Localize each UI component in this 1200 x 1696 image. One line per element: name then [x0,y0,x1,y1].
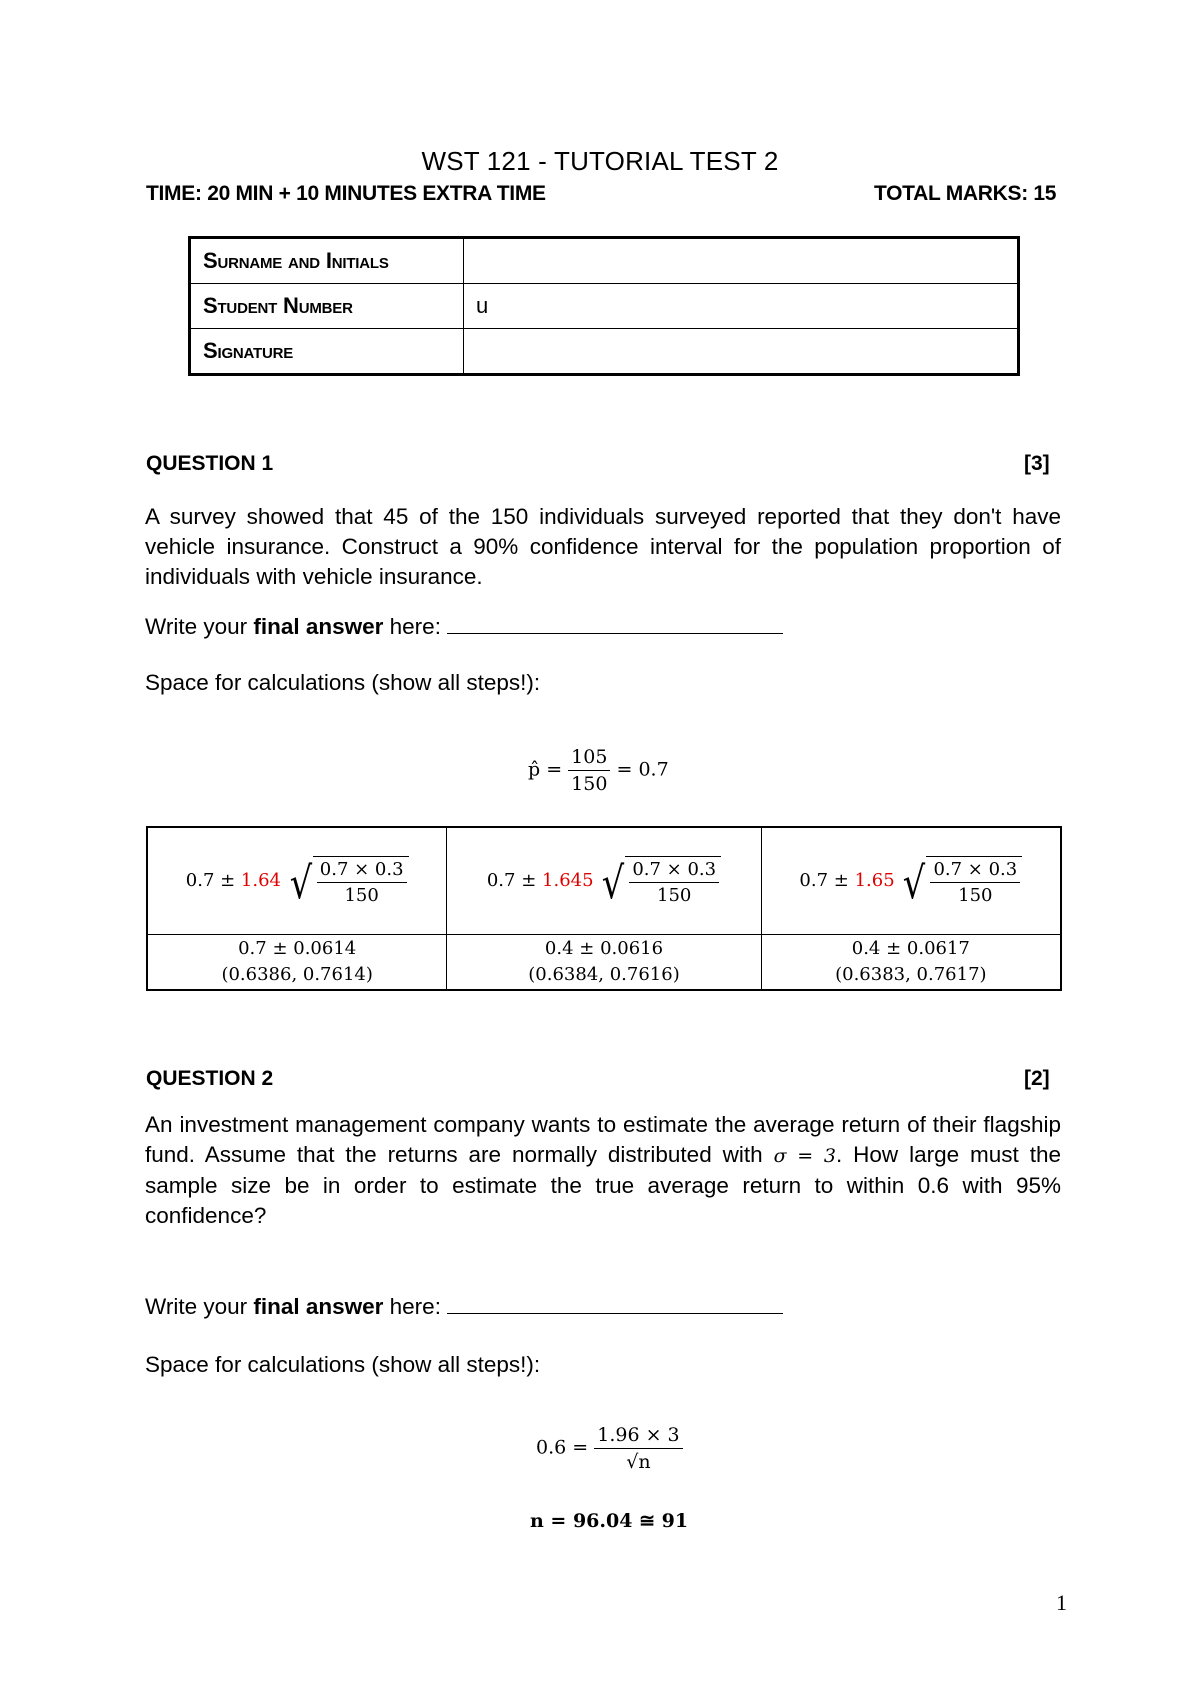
question-2-text [145,1110,1061,1231]
root-numerator: 0.7 × 0.3 [629,859,719,883]
question-1-answer-prompt [145,612,1061,642]
eq1-fraction [594,1424,682,1473]
ci-formula-cell [147,827,447,935]
test-title: WST 121 - TUTORIAL TEST 2 [421,146,779,176]
phat-fraction [568,746,610,795]
answer-prefix: Write your [145,1294,254,1319]
confidence-interval-table [146,826,1062,991]
question-1-answer-line[interactable] [447,613,783,634]
question-1-calc-label: Space for calculations (show all steps!): [145,670,541,695]
z-value: 1.65 [854,870,895,891]
sigma-value: σ = 3 [773,1145,836,1167]
answer-prefix: Write your [145,614,254,639]
question-2-answer-line[interactable] [447,1293,783,1314]
question-2-heading: QUESTION 2 [146,1067,274,1090]
root-numerator: 0.7 × 0.3 [930,859,1020,883]
ci-result-cell [761,935,1061,991]
sqrt-expression [900,856,1022,909]
ci-result: 0.4 ± 0.0616 [544,938,664,959]
z-value: 1.64 [240,870,281,891]
question-1-heading: QUESTION 1 [146,452,274,475]
ci-interval: (0.6383, 0.7617) [835,964,987,985]
answer-suffix: here: [383,614,441,639]
ci-base: 0.7 ± [185,870,241,891]
eq1-lhs: 0.6 = [536,1436,589,1459]
eq1-denominator: √n [626,1451,651,1473]
sqrt-expression [287,856,409,909]
ci-formula-cell [761,827,1061,935]
student-details-table [188,236,1020,376]
surname-field[interactable] [464,238,1019,284]
answer-bold: final answer [253,614,384,639]
signature-field[interactable] [464,329,1019,375]
sample-size-equation [536,1424,683,1473]
root-denominator: 150 [344,885,379,906]
student-number-label: Student Number [190,284,464,329]
ci-result-cell [147,935,447,991]
sqrt-expression [599,856,721,909]
answer-suffix: here: [383,1294,441,1319]
question-1-text: A survey showed that 45 of the 150 individuals surveyed reported that they don't have vehicle insurance. Construct a 90% confidence interval for the population proportion of individuals with vehicle insurance. [145,504,1061,589]
total-marks: TOTAL MARKS: 15 [874,182,1057,205]
sqrt-icon: √ [289,858,312,909]
answer-bold: final answer [253,1294,384,1319]
time-limit: TIME: 20 MIN + 10 MINUTES EXTRA TIME [146,182,546,205]
ci-formula-cell [447,827,761,935]
question-2-calc-label: Space for calculations (show all steps!): [145,1352,541,1377]
question-2-marks: [2] [1024,1067,1050,1090]
ci-interval: (0.6384, 0.7616) [528,964,680,985]
ci-base: 0.7 ± [486,870,543,891]
ci-interval: (0.6386, 0.7614) [221,964,373,985]
phat-lhs: p̂ = [528,758,563,781]
ci-result-cell [447,935,761,991]
sqrt-icon: √ [602,858,625,909]
page-number: 1 [1056,1590,1067,1615]
surname-label: Surname and Initials [190,238,464,284]
ci-base: 0.7 ± [799,870,855,891]
phat-equation [528,746,669,795]
sample-size-result: n = 96.04 ≅ 91 [530,1510,689,1532]
root-denominator: 150 [958,885,993,906]
ci-result: 0.7 ± 0.0614 [238,938,357,959]
z-value: 1.645 [542,870,594,891]
question-1-marks: [3] [1024,452,1050,475]
sqrt-icon: √ [903,858,926,909]
question-2-answer-prompt [145,1292,1061,1322]
root-numerator: 0.7 × 0.3 [317,859,407,883]
question-2-text-part2: . How large must the sample size be in order to estimate the true average return to within 0.6 with 95% confidence? [145,1142,1061,1228]
phat-numerator: 105 [568,746,610,771]
signature-label: Signature [190,329,464,375]
phat-denominator: 150 [571,773,608,795]
question-2-text-part1: An investment management company wants to estimate the average return of their flagship fund. Assume that the returns are normally distributed with [145,1112,1061,1167]
phat-rhs: = 0.7 [616,758,669,781]
ci-result: 0.4 ± 0.0617 [851,938,970,959]
root-denominator: 150 [657,885,692,906]
eq1-numerator: 1.96 × 3 [594,1424,682,1449]
student-number-field[interactable]: u [464,284,1019,329]
